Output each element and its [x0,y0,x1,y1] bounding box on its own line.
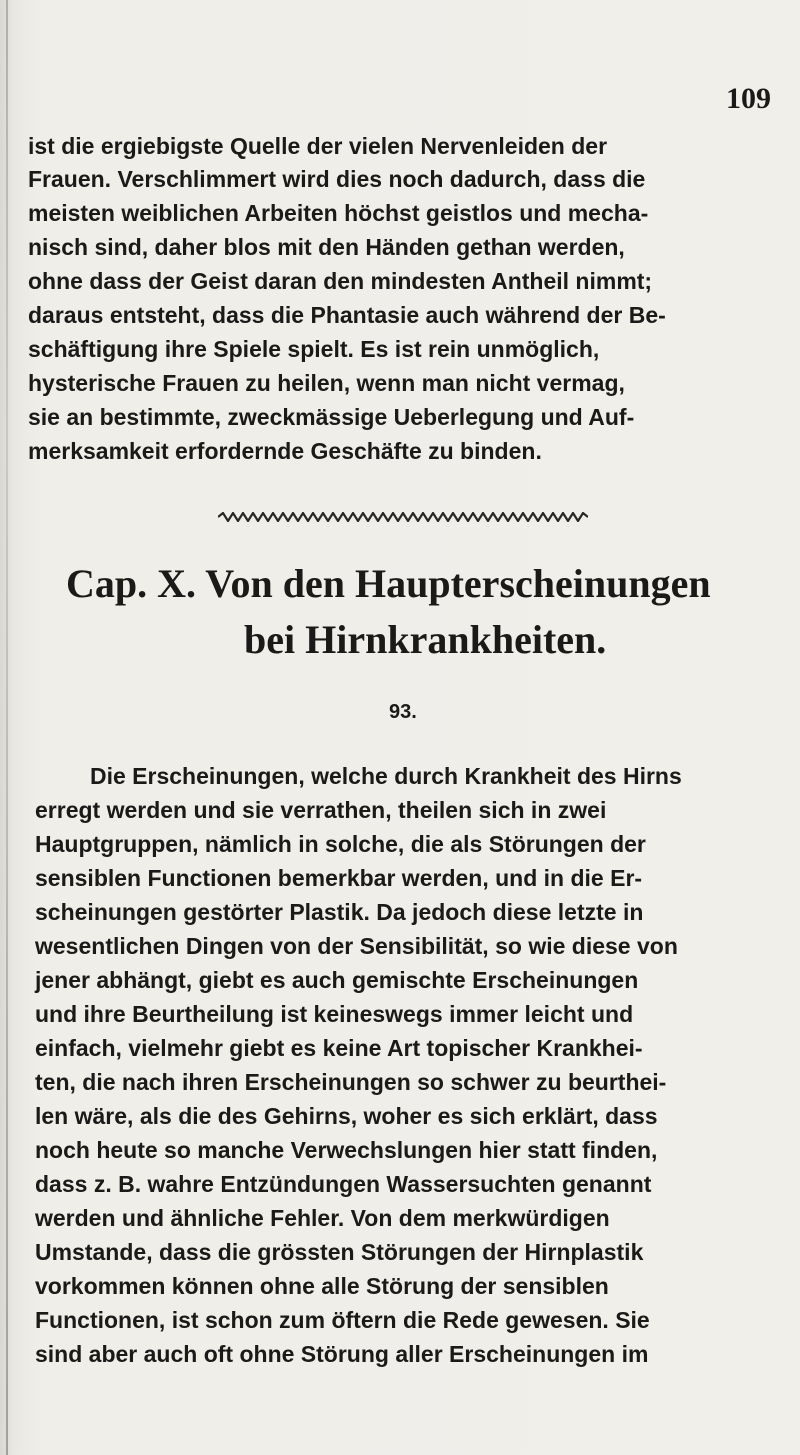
text-line: und ihre Beurtheilung ist keineswegs immer leicht und [35,1001,634,1027]
text-line: Functionen, ist schon zum öftern die Rede gewesen. Sie [35,1307,650,1333]
ornamental-divider [218,512,588,522]
text-line: merksamkeit erfordernde Geschäfte zu binden. [28,438,542,464]
text-line: daraus entsteht, dass die Phantasie auch während der Be- [28,302,666,328]
section-number: 93. [389,701,417,723]
chapter-subheading: bei Hirnkrankheiten. [244,617,607,662]
text-line: meisten weiblichen Arbeiten höchst geistlos und mecha- [28,200,649,226]
text-line: sensiblen Functionen bemerkbar werden, und in die Er- [35,865,643,891]
binding-edge [6,0,8,1455]
text-line: schäftigung ihre Spiele spielt. Es ist rein unmöglich, [28,336,600,362]
text-line: Die Erscheinungen, welche durch Krankheit des Hirns [90,763,682,789]
text-line: nisch sind, daher blos mit den Händen gethan werden, [28,234,625,260]
text-line: Frauen. Verschlimmert wird dies noch dadurch, dass die [28,166,646,192]
text-line: werden und ähnliche Fehler. Von dem merkwürdigen [35,1205,610,1231]
page-number: 109 [726,82,771,115]
text-line: einfach, vielmehr giebt es keine Art topischer Krankhei- [35,1035,643,1061]
text-line: hysterische Frauen zu heilen, wenn man nicht vermag, [28,370,625,396]
text-line: sind aber auch oft ohne Störung aller Erscheinungen im [35,1341,649,1367]
text-line: len wäre, als die des Gehirns, woher es sich erklärt, dass [35,1103,658,1129]
text-line: dass z. B. wahre Entzündungen Wassersuchten genannt [35,1171,652,1197]
text-line: jener abhängt, giebt es auch gemischte Erscheinungen [35,967,639,993]
text-line: scheinungen gestörter Plastik. Da jedoch diese letzte in [35,899,644,925]
text-line: erregt werden und sie verrathen, theilen sich in zwei [35,797,607,823]
text-line: Umstande, dass die grössten Störungen der Hirnplastik [35,1239,644,1265]
chapter-heading: Cap. X. Von den Haupterscheinungen [66,561,711,606]
text-line: vorkommen können ohne alle Störung der sensiblen [35,1273,609,1299]
text-line: sie an bestimmte, zweckmässige Ueberlegung und Auf- [28,404,635,430]
text-line: noch heute so manche Verwechslungen hier statt finden, [35,1137,658,1163]
text-line: Hauptgruppen, nämlich in solche, die als Störungen der [35,831,646,857]
text-line: ist die ergiebigste Quelle der vielen Nervenleiden der [28,133,608,159]
text-line: ten, die nach ihren Erscheinungen so schwer zu beurthei- [35,1069,667,1095]
text-line: wesentlichen Dingen von der Sensibilität, so wie diese von [35,933,678,959]
text-line: ohne dass der Geist daran den mindesten Antheil nimmt; [28,268,653,294]
